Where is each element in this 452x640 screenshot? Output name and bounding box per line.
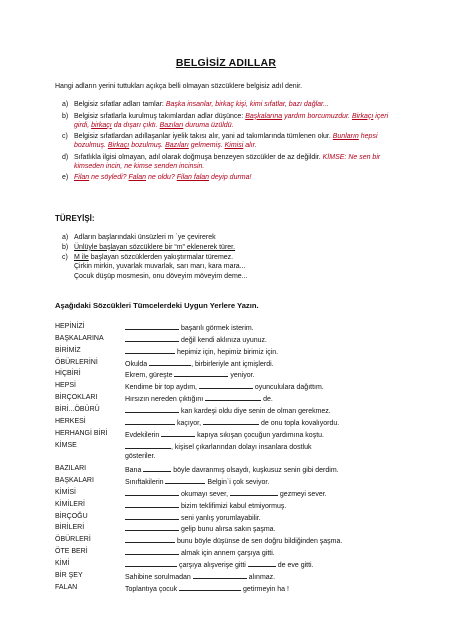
text-run: M ile <box>74 253 89 261</box>
list-item <box>62 234 392 243</box>
sentence-text: Okulda <box>125 360 150 368</box>
text-run: Ünlüyle başlayan sözcüklere bir “m” eklenerek türer. <box>74 243 236 251</box>
answer-blank[interactable] <box>174 370 228 377</box>
text-run: gelmemiş. <box>188 142 225 149</box>
exercise-word: BİRİLERİ <box>55 524 85 532</box>
text-run: Bazıları <box>159 121 184 129</box>
text-run: Başka insanlar, birkaç kişi, kimi sıfatlar, bazı dağlar... <box>165 101 329 108</box>
exercise-word: BİR ŞEY <box>55 571 83 579</box>
answer-blank[interactable] <box>193 572 247 579</box>
definition-list <box>62 101 402 186</box>
answer-blank[interactable] <box>205 394 261 401</box>
exercise-word: KİMİ <box>55 560 70 567</box>
answer-blank[interactable] <box>248 560 276 567</box>
list-item <box>62 113 402 131</box>
list-marker: c) <box>62 133 68 141</box>
exercise-word: BAŞKALARI <box>55 477 94 485</box>
exercise-word: ÖTE BERİ <box>55 548 88 556</box>
sentence-text: Toplantıya çocuk <box>125 585 180 593</box>
sentence-text: de. <box>261 396 273 404</box>
sentence-text: bunu böyle düşünse de sen doğru bildiğinden şaşma. <box>175 538 343 546</box>
answer-blank[interactable] <box>149 359 191 366</box>
answer-blank[interactable] <box>125 524 179 531</box>
sentence-text: seni yanlış yorumlayabilir. <box>179 514 261 522</box>
sentence-text: Sahibine sorulmadan <box>125 573 193 581</box>
list-text <box>74 244 235 253</box>
answer-blank[interactable] <box>125 418 175 425</box>
text-run: hepsi bozulmuş. <box>74 133 378 149</box>
exercise-sentence <box>125 418 339 429</box>
text-run: birkaçı <box>91 121 112 129</box>
answer-blank[interactable] <box>125 442 171 449</box>
answer-blank[interactable] <box>125 548 179 555</box>
text-run: içeri girdi, <box>74 112 389 129</box>
list-item <box>62 244 392 253</box>
list-item <box>62 101 402 110</box>
exercise-word: BİRÇOKLARI <box>55 394 98 402</box>
sentence-text: bizim teklifimizi kabul etmiyormuş. <box>179 502 287 510</box>
sentence-text: hepimiz için, hepimiz birimiz için. <box>175 348 279 356</box>
sentence-text: almak için annem çarşıya gitti. <box>179 550 275 558</box>
list-marker: b) <box>62 112 69 120</box>
exercise-word: BAZILARI <box>55 465 87 473</box>
intro-text: Hangi adların yerini tuttukları açıkça belli olmayan sözcüklere belgisiz adıl denir. <box>55 83 303 90</box>
text-run: Sıfatlıkla ilgisi olmayan, adıl olarak doğmuşa benzeyen sözcükler de az değildir. <box>74 153 323 161</box>
exercise-heading: Aşağıdaki Sözcükleri Tümcelerdeki Uygun Yerlere Yazın. <box>55 301 259 310</box>
list-marker <box>62 273 74 282</box>
text-run: da dışarı çıktı. <box>111 121 160 129</box>
list-text <box>74 263 246 272</box>
exercise-word: BİRİMİZ <box>55 346 81 354</box>
text-run: başlayan sözcüklerden yakıştırmalar türemez. <box>88 253 234 261</box>
text-run: Filan falan <box>176 174 210 182</box>
answer-blank[interactable] <box>165 477 205 484</box>
list-marker: a) <box>62 101 69 108</box>
text-run: Bunların <box>332 133 359 141</box>
exercise-sentence <box>125 536 342 547</box>
exercise-sentence <box>125 453 155 462</box>
list-text <box>74 174 251 183</box>
sentence-text: Evdekilerin <box>125 431 162 439</box>
sentence-text: çarşıya alışverişe gitti <box>177 562 248 569</box>
exercise-sentence <box>125 560 314 571</box>
sentence-text: Belgin`i çok seviyor. <box>205 479 270 487</box>
sentence-text: kan kardeşi oldu diye senin de olman gerekmez. <box>179 407 331 415</box>
list-text <box>74 154 402 172</box>
exercise-sentence <box>125 430 324 441</box>
list-marker: a) <box>62 234 69 241</box>
answer-blank[interactable] <box>125 323 179 330</box>
exercise-word: BAŞKALARINA <box>55 334 104 342</box>
exercise-word: FALAN <box>55 583 78 591</box>
exercise-sentence <box>125 584 289 595</box>
list-text <box>74 254 233 263</box>
answer-blank[interactable] <box>125 489 179 496</box>
text-run: Başkalarına <box>245 112 283 120</box>
exercise-sentence <box>125 359 274 370</box>
sentence-text: Ekrem, güreşte <box>125 372 175 380</box>
exercise-sentence <box>125 406 331 417</box>
text-run: bozulmuş. <box>129 142 166 149</box>
text-run: Çirkin mirkin, yuvarlak muvarlak, sarı marı, kara mara... <box>74 263 246 271</box>
exercise-word: BİRÇOĞU <box>55 512 88 520</box>
list-marker: c) <box>62 253 68 261</box>
exercise-sentence <box>125 442 311 453</box>
exercise-word: KİMSE <box>55 441 77 449</box>
exercise-sentence <box>125 382 324 393</box>
list-item <box>62 254 392 263</box>
text-run: KİMSE: Ne sen bir kimseden incin, ne kimse senden incinsin. <box>74 153 381 170</box>
text-run: Falan <box>128 174 147 182</box>
sentence-text: Bana <box>125 467 144 475</box>
list-marker: d) <box>62 153 69 161</box>
sentence-text: gezmeyi sever. <box>277 490 327 498</box>
exercise-word: HERHANGİ BİRİ <box>55 429 108 437</box>
exercise-sentence <box>125 489 327 500</box>
text-run: Belgisiz sıfatlar adları tamlar: <box>74 101 166 108</box>
answer-blank[interactable] <box>125 560 177 567</box>
sentence-text: Sınıftakilerin <box>125 479 166 487</box>
sentence-text: Kendime bir top aydım, <box>125 384 199 392</box>
text-run: Belgisiz sıfatlardan adıllaşanlar iyelik takısı alır, yani ad takımlarında tümlenen olur. <box>74 133 333 141</box>
list-marker: e) <box>62 174 69 182</box>
sentence-text: , kişisel çıkarlarından dolayı insanlara dostluk <box>171 443 312 451</box>
derivation-list <box>62 234 392 283</box>
list-text <box>74 113 402 131</box>
exercise-sentence <box>125 477 269 488</box>
sentence-text: okumayı sever, <box>179 490 230 498</box>
exercise-sentence <box>125 548 275 559</box>
sentence-text: başarılı görmek isterim. <box>179 325 254 332</box>
text-run: ne oldu? <box>146 174 177 182</box>
answer-blank[interactable] <box>143 465 171 472</box>
text-run: Kimisi <box>224 142 244 149</box>
section-heading: TÜREYİŞİ: <box>55 214 95 223</box>
exercise-word: KİMİLERİ <box>55 500 85 508</box>
text-run: Çocuk düşüp mosmesin, onu döveyim möveyim deme... <box>74 273 248 280</box>
answer-blank[interactable] <box>125 335 179 342</box>
list-item <box>62 154 402 172</box>
answer-blank[interactable] <box>125 347 175 354</box>
sentence-text: de onu topla kovalıyordu. <box>259 419 340 427</box>
list-marker: b) <box>62 243 69 251</box>
exercise-word: HERKESİ <box>55 417 86 425</box>
text-run: Filan <box>74 174 90 182</box>
list-text <box>74 101 329 110</box>
answer-blank[interactable] <box>125 501 179 508</box>
sentence-text: kaçıyor, <box>175 419 204 427</box>
exercise-sentence <box>125 572 275 583</box>
list-text <box>74 133 402 151</box>
text-run: deyip durma! <box>209 174 252 182</box>
sentence-text: alınmaz. <box>246 573 276 581</box>
text-run: Birkaçı <box>351 112 374 120</box>
exercise-sentence <box>125 513 261 524</box>
sentence-text: de eve gitti. <box>275 562 314 569</box>
answer-blank[interactable] <box>125 406 179 413</box>
exercise-word: KİMİSİ <box>55 488 77 496</box>
sentence-text: getirmeyin ha ! <box>241 585 289 593</box>
exercise-sentence <box>125 501 286 512</box>
sentence-text: oyuncululara dağıttım. <box>252 384 324 392</box>
exercise-sentence <box>125 347 278 358</box>
sentence-text: gösteriler. <box>125 453 156 461</box>
text-run: Belgisiz sıfatlarla kurulmuş takımlardan adlar düşünce: <box>74 112 246 120</box>
list-marker <box>62 263 74 272</box>
text-run: alır. <box>243 142 257 149</box>
sentence-text: yeniyor. <box>228 372 255 380</box>
text-run: Adların başlarındaki ünsüzleri m `ye çevirerek <box>74 234 216 241</box>
list-text <box>74 273 248 282</box>
exercise-word: ÖBÜRLERİ <box>55 536 91 544</box>
exercise-word: BİRİ...ÖBÜRÜ <box>55 405 100 413</box>
exercise-word: HEPİNİZİ <box>55 323 85 330</box>
answer-blank[interactable] <box>125 536 175 543</box>
list-item <box>62 263 392 272</box>
list-item <box>62 273 392 282</box>
sentence-text: gelip bunu alırsa sakın şaşma. <box>179 526 276 534</box>
sentence-text: böyle davranmış olsaydı, kuşkusuz senin gibi derdim. <box>171 467 339 475</box>
exercise-sentence <box>125 524 276 535</box>
exercise-sentence <box>125 465 339 476</box>
text-run: yardım borcumuzdur. <box>282 112 352 120</box>
exercise-sentence <box>125 323 254 334</box>
exercise-word: HEPSİ <box>55 382 77 390</box>
text-run: Birkaçı <box>107 142 130 149</box>
answer-blank[interactable] <box>230 489 278 496</box>
text-run: Bazıları <box>165 142 189 149</box>
list-text <box>74 234 216 243</box>
sentence-text: , birbirleriyle ant içmişlerdi. <box>191 360 274 368</box>
page-title: BELGİSİZ ADILLAR <box>175 57 277 69</box>
exercise-word: HİÇBİRİ <box>55 370 81 378</box>
answer-blank[interactable] <box>161 430 195 437</box>
answer-blank[interactable] <box>203 418 259 425</box>
sentence-text: değil kendi aklınıza uyunuz. <box>179 336 267 344</box>
text-run: duruma üzüldü. <box>183 121 234 129</box>
answer-blank[interactable] <box>199 382 253 389</box>
answer-blank[interactable] <box>179 584 241 591</box>
exercise-sentence <box>125 370 255 381</box>
list-item <box>62 133 402 151</box>
list-item <box>62 174 402 183</box>
sentence-text: kapıya sıkışan çocuğun yardımına koştu. <box>195 431 324 439</box>
sentence-text: Hırsızın nereden çıktığını <box>125 396 206 404</box>
exercise-sentence <box>125 335 267 346</box>
exercise-word: ÖBÜRLERİNİ <box>55 358 98 366</box>
exercise-sentence <box>125 394 273 405</box>
answer-blank[interactable] <box>125 513 179 520</box>
text-run: ne söyledi? <box>89 174 129 182</box>
